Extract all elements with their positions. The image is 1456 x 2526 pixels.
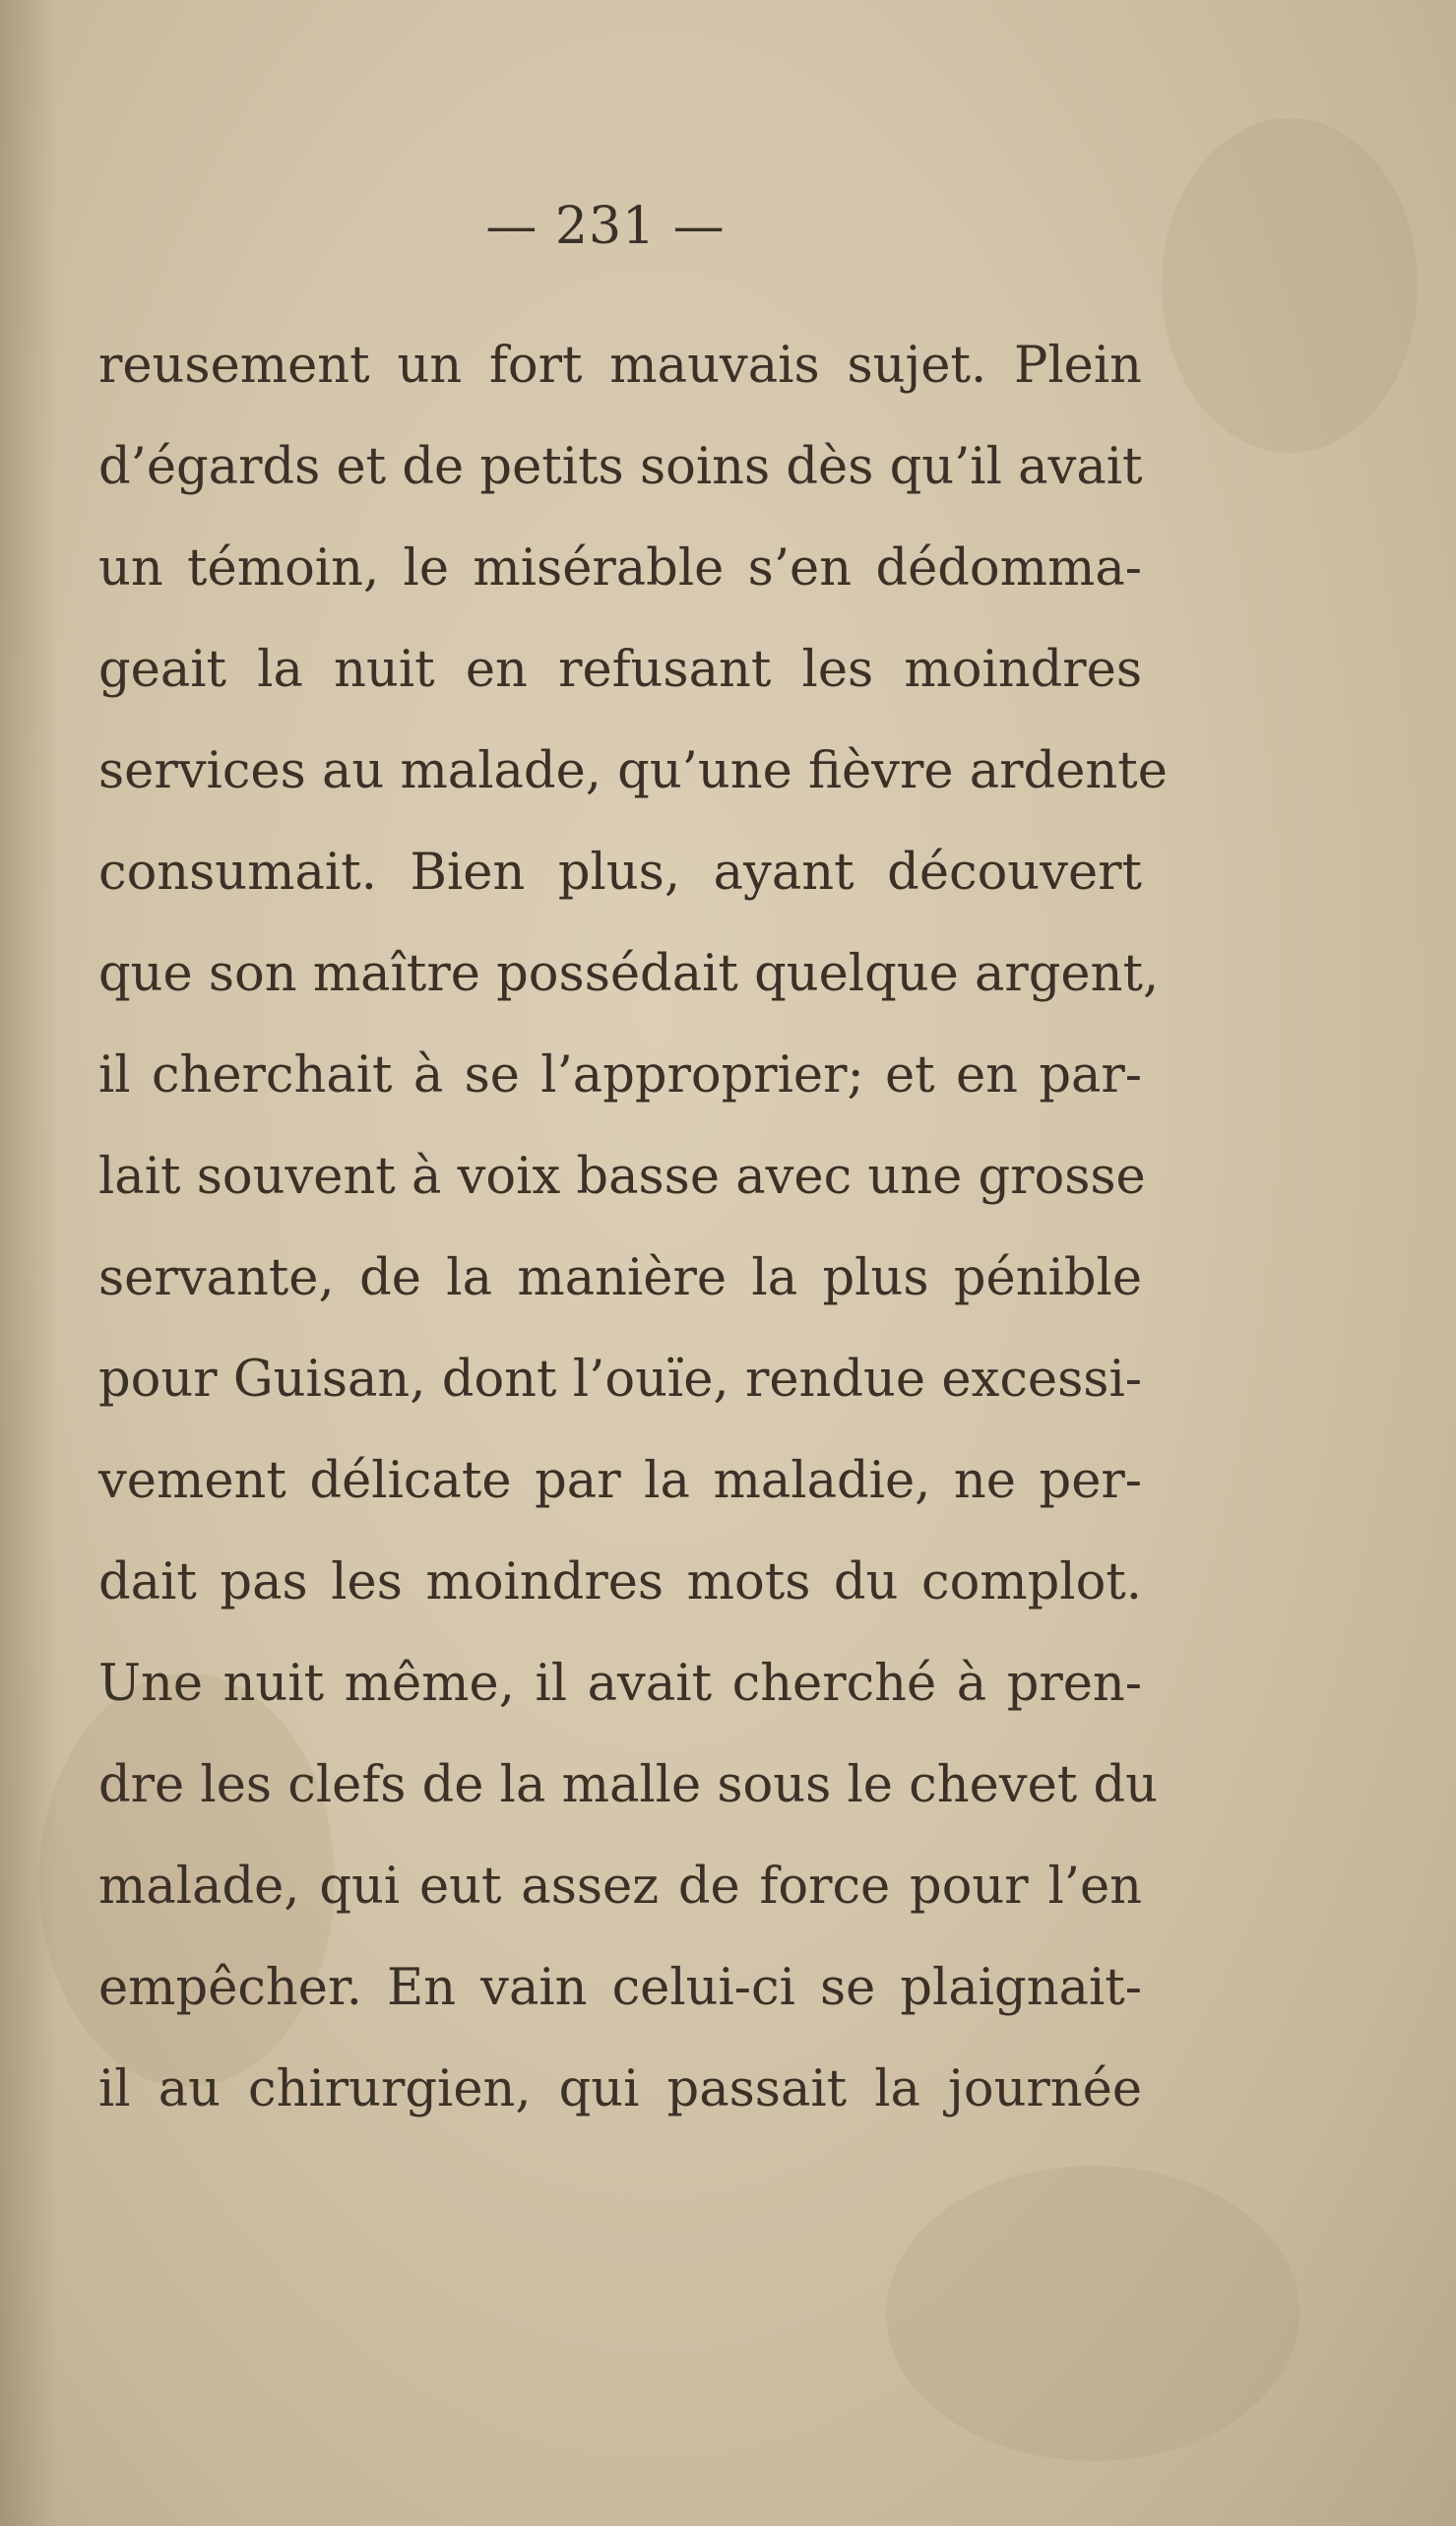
text-line: servante, de la manière la plus pénible: [98, 1249, 1142, 1307]
text-line: reusement un fort mauvais sujet. Plein: [98, 337, 1142, 395]
page-edge-shadow: [0, 0, 59, 2526]
text-line: vement délicate par la maladie, ne per-: [98, 1452, 1142, 1510]
text-line: malade, qui eut assez de force pour l’en: [98, 1858, 1142, 1916]
text-line: pour Guisan, dont l’ouïe, rendue excessi-: [98, 1351, 1142, 1409]
text-line: il au chirurgien, qui passait la journée: [98, 2060, 1142, 2118]
body-text: [98, 315, 1168, 2140]
text-line: geait la nuit en refusant les moindres: [98, 641, 1142, 699]
text-line: Une nuit même, il avait cherché à pren-: [98, 1655, 1142, 1713]
text-line: empêcher. En vain celui-ci se plaignait-: [98, 1959, 1142, 2017]
page-number: — 231 —: [485, 197, 726, 256]
text-line: dait pas les moindres mots du complot.: [98, 1553, 1142, 1611]
paper-stain: [886, 2166, 1299, 2461]
text-line: un témoin, le misérable s’en dédomma-: [98, 539, 1142, 598]
text-line: consumait. Bien plus, ayant découvert: [98, 844, 1142, 902]
text-line: il cherchait à se l’approprier; et en par-: [98, 1046, 1142, 1105]
paper-stain: [1162, 118, 1418, 453]
text-line: services au malade, qu’une fièvre ardente: [98, 742, 1168, 800]
text-line: d’égards et de petits soins dès qu’il avait: [98, 438, 1143, 496]
text-line: lait souvent à voix basse avec une grosse: [98, 1148, 1146, 1206]
text-line: que son maître possédait quelque argent,: [98, 945, 1160, 1003]
text-line: dre les clefs de la malle sous le chevet du: [98, 1756, 1158, 1814]
